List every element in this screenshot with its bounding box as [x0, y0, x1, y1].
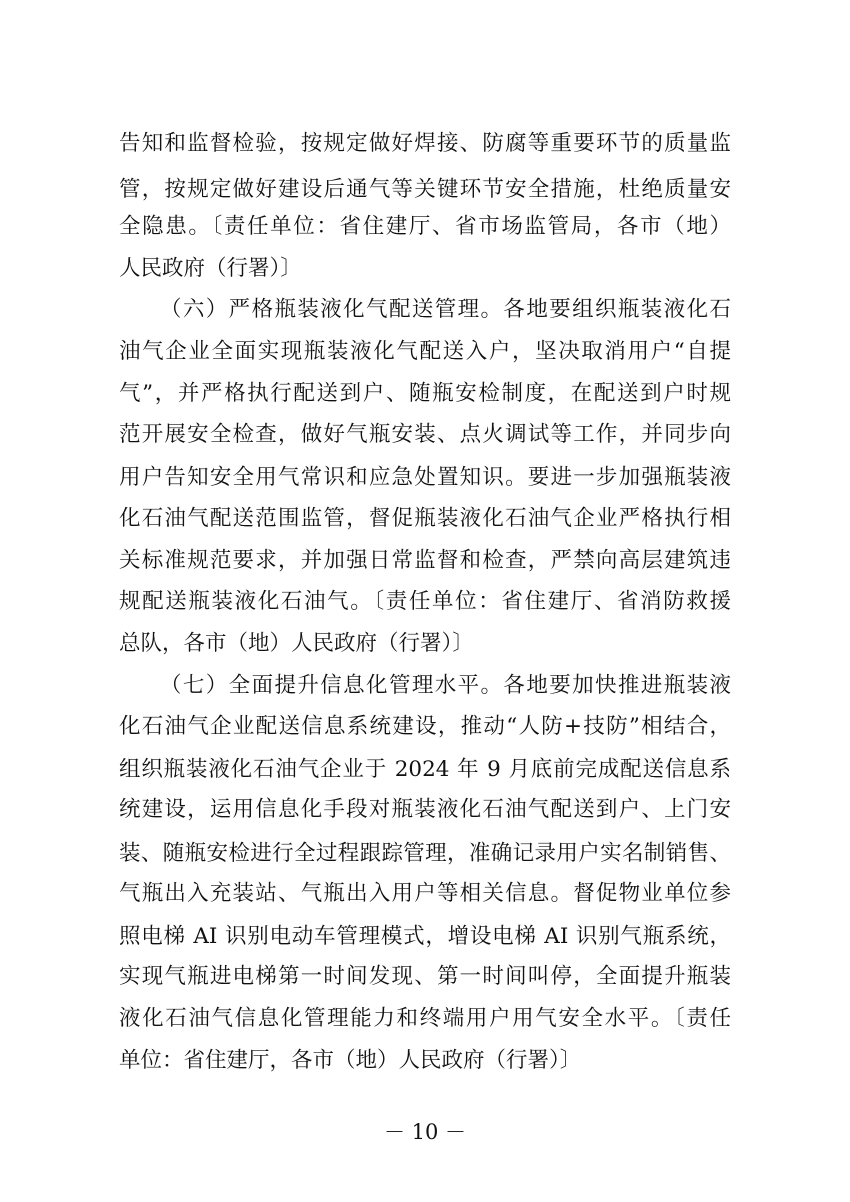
page-number: － 10 － [383, 1120, 467, 1144]
text-line: 单位：省住建厅，各市（地）人民政府（行署）〕 [119, 1048, 582, 1073]
text-line: 人民政府（行署）〕 [119, 256, 302, 281]
text-line: 化石油气配送范围监管，督促瓶装液化石油气企业严格执行相 [119, 506, 731, 531]
text-line: 化石油气企业配送信息系统建设，推动“人防+技防”相结合， [119, 714, 731, 739]
text-line: 气瓶出入充装站、气瓶出入用户等相关信息。督促物业单位参 [119, 881, 731, 906]
text-line: 关标准规范要求，并加强日常监督和检查，严禁向高层建筑违 [119, 548, 731, 573]
text-line: 告知和监督检验，按规定做好焊接、防腐等重要环节的质量监 [119, 131, 731, 156]
text-line: 总队，各市（地）人民政府（行署）〕 [119, 631, 474, 656]
text-line: 用户告知安全用气常识和应急处置知识。要进一步加强瓶装液 [119, 465, 731, 490]
text-line: 实现气瓶进电梯第一时间发现、第一时间叫停，全面提升瓶装 [119, 964, 731, 989]
section-seven-heading-line: （七）全面提升信息化管理水平。各地要加快推进瓶装液 [160, 673, 731, 698]
text-line: 管，按规定做好建设后通气等关键环节安全措施，杜绝质量安 [119, 177, 731, 202]
text-line: 油气企业全面实现瓶装液化气配送入户，坚决取消用户“自提 [119, 339, 731, 364]
text-line: 装、随瓶安检进行全过程跟踪管理，准确记录用户实名制销售、 [119, 841, 731, 866]
text-line: 规配送瓶装液化石油气。〔责任单位：省住建厅、省消防救援 [119, 589, 731, 614]
text-line: 照电梯 AI 识别电动车管理模式，增设电梯 AI 识别气瓶系统， [119, 924, 731, 949]
text-line: 液化石油气信息化管理能力和终端用户用气安全水平。〔责任 [119, 1006, 731, 1031]
text-line: 范开展安全检查，做好气瓶安装、点火调试等工作，并同步向 [119, 422, 731, 447]
text-line: 全隐患。〔责任单位：省住建厅、省市场监管局，各市（地） [119, 214, 731, 239]
text-line: 气”，并严格执行配送到户、随瓶安检制度，在配送到户时规 [119, 381, 731, 406]
text-line: 统建设，运用信息化手段对瓶装液化石油气配送到户、上门安 [119, 797, 731, 822]
text-line: 组织瓶装液化石油气企业于 2024 年 9 月底前完成配送信息系 [119, 757, 731, 782]
section-six-heading-line: （六）严格瓶装液化气配送管理。各地要组织瓶装液化石 [160, 297, 731, 322]
